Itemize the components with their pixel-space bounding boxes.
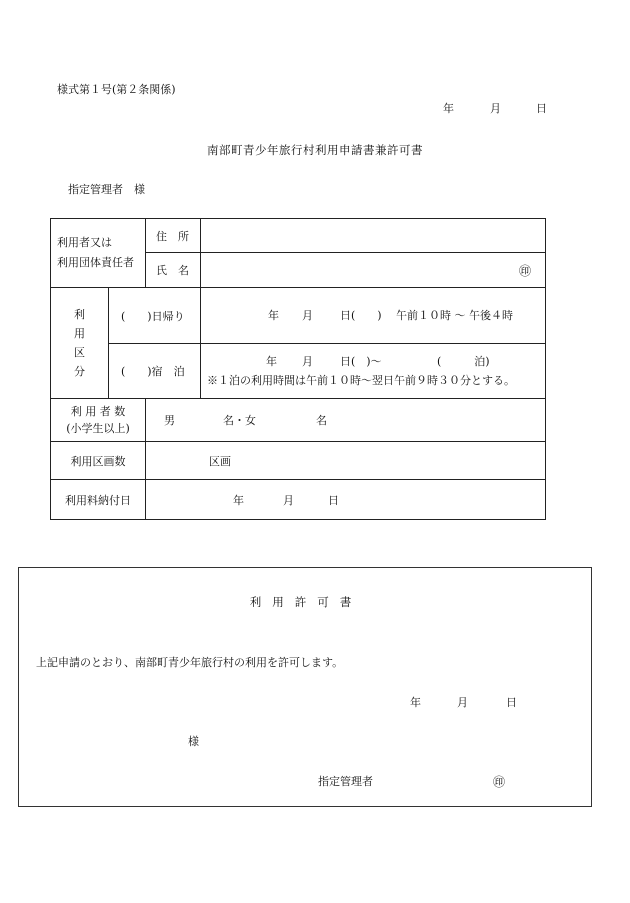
- daytrip-row: [51, 288, 546, 344]
- users-label-cell: [51, 399, 146, 442]
- name-label: 氏 名: [156, 264, 189, 277]
- fee-label: 利用料納付日: [65, 493, 131, 507]
- date-year-label: 年: [443, 102, 454, 115]
- sections-count-field[interactable]: [146, 442, 546, 480]
- fee-year-label: 年: [233, 494, 244, 507]
- fee-month-label: 月: [283, 494, 294, 507]
- fee-date-field[interactable]: [146, 480, 546, 520]
- users-label-line1: 利 用 者 数: [70, 405, 126, 418]
- form-number: 様式第１号(第２条関係): [57, 83, 176, 96]
- stay-nights-label: ( 泊): [437, 355, 490, 368]
- stay-year-label: 年: [266, 355, 277, 368]
- sections-unit: 区画: [209, 454, 231, 468]
- address-label: 住 所: [156, 229, 189, 243]
- date-month-label: 月: [490, 102, 501, 115]
- users-count-field[interactable]: [146, 399, 546, 442]
- permit-date-month: 月: [457, 696, 468, 709]
- addressee: 指定管理者 様: [68, 183, 145, 196]
- applicant-label-line2: 利用団体責任者: [57, 256, 134, 269]
- sections-label: 利用区画数: [70, 454, 126, 468]
- usage-category-label-cell: [51, 288, 109, 399]
- stay-note: ※１泊の利用時間は午前１０時～翌日午前９時３０分とする。: [207, 374, 515, 387]
- sections-row: [51, 442, 546, 480]
- permit-date-day: 日: [506, 696, 517, 709]
- permit-box: [18, 567, 592, 807]
- stay-option-cell[interactable]: [109, 344, 201, 399]
- users-label-line2: (小学生以上): [66, 422, 130, 435]
- seal-icon: ㊞: [518, 263, 531, 278]
- users-female-unit: 名: [316, 414, 327, 427]
- daytrip-day-label: 日( ): [340, 309, 382, 322]
- permit-date-year: 年: [410, 696, 421, 709]
- users-female-label: 名・女: [223, 414, 256, 427]
- name-field[interactable]: [201, 253, 546, 288]
- daytrip-month-label: 月: [302, 309, 313, 322]
- address-row: [51, 219, 546, 253]
- stay-month-label: 月: [302, 355, 313, 368]
- usage-category-char-3: 区: [74, 346, 85, 359]
- applicant-label-cell: [51, 219, 146, 288]
- permit-body-text: 上記申請のとおり、南部町青少年旅行村の利用を許可します。: [36, 656, 344, 669]
- daytrip-time: 午前１０時 ～ 午後４時: [396, 309, 513, 322]
- permit-seal-icon: ㊞: [493, 775, 506, 789]
- daytrip-detail-cell[interactable]: [201, 288, 546, 344]
- stay-row: [51, 344, 546, 399]
- fee-label-cell: [51, 480, 146, 520]
- permit-title: 利用許可書: [249, 595, 363, 609]
- name-label-cell: [146, 253, 201, 288]
- daytrip-year-label: 年: [268, 309, 279, 322]
- applicant-label-line1: 利用者又は: [57, 236, 112, 249]
- usage-category-char-4: 分: [74, 365, 85, 378]
- fee-day-label: 日: [328, 494, 339, 507]
- fee-row: [51, 480, 546, 520]
- date-day-label: 日: [536, 102, 547, 115]
- users-male-label: 男: [164, 414, 175, 427]
- stay-label: 宿 泊: [151, 365, 185, 378]
- users-row: [51, 399, 546, 442]
- application-table: [50, 218, 546, 520]
- document-title: 南部町青少年旅行村利用申請書兼許可書: [207, 143, 423, 157]
- daytrip-option-cell[interactable]: [109, 288, 201, 344]
- address-label-cell: [146, 219, 201, 253]
- address-field[interactable]: [201, 219, 546, 253]
- stay-day-label: 日( )～: [340, 355, 382, 368]
- daytrip-label: 日帰り: [151, 309, 185, 323]
- permit-recipient-sama: 様: [188, 735, 199, 748]
- stay-detail-cell[interactable]: [201, 344, 546, 399]
- stay-checkbox-paren[interactable]: ( ): [121, 365, 152, 378]
- sections-label-cell: [51, 442, 146, 480]
- daytrip-checkbox-paren[interactable]: ( ): [121, 309, 152, 323]
- usage-category-char-2: 用: [74, 327, 85, 340]
- usage-category-char-1: 利: [74, 308, 85, 321]
- permit-manager-label: 指定管理者: [318, 775, 373, 788]
